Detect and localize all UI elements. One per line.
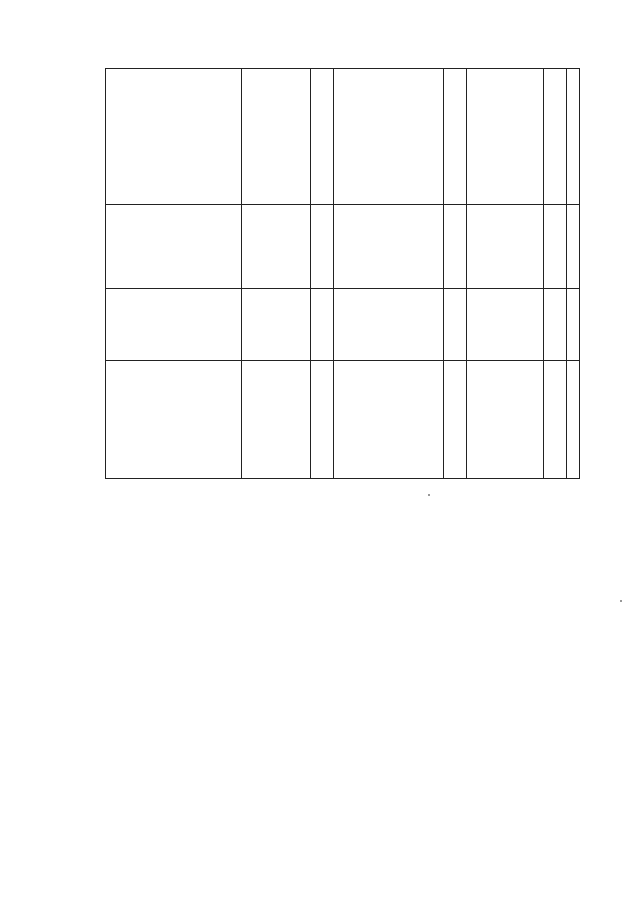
cell-executed: [333, 69, 443, 205]
cell-ministry-code: [467, 361, 544, 479]
budget-table: [105, 68, 580, 869]
cell-ministry-code: [242, 361, 310, 479]
cell-subsection: [333, 289, 443, 361]
scan-speck: [620, 600, 622, 602]
cell-ministry-code: [543, 361, 566, 479]
cell-subsection: [242, 289, 310, 361]
cell-subsection: [443, 289, 466, 361]
cell-ministry-code: [310, 361, 333, 479]
table-row: [106, 69, 242, 869]
cell-subsection: [543, 289, 566, 361]
scan-speck: [428, 494, 430, 496]
table-row: [467, 69, 544, 869]
table-row: [443, 69, 466, 869]
cell-expense-type: [443, 205, 466, 289]
header-cell-2: [567, 361, 580, 479]
cell-ministry-code: [106, 361, 242, 479]
cell-executed: [106, 69, 242, 205]
rotated-table-container: [105, 68, 580, 868]
header-row: [567, 69, 580, 869]
table-row: [310, 69, 333, 869]
header-cell-4: [567, 289, 580, 361]
cell-executed: [467, 69, 544, 205]
cell-executed: [543, 69, 566, 205]
cell-expense-type: [333, 205, 443, 289]
table-body: [106, 69, 580, 869]
table-row: [242, 69, 310, 869]
cell-expense-type: [106, 205, 242, 289]
cell-ministry-code: [443, 361, 466, 479]
header-cell-6: [567, 205, 580, 289]
table-row: [543, 69, 566, 869]
cell-executed: [242, 69, 310, 205]
cell-expense-type: [242, 205, 310, 289]
cell-expense-type: [467, 205, 544, 289]
cell-subsection: [106, 289, 242, 361]
cell-executed: [310, 69, 333, 205]
cell-subsection: [310, 289, 333, 361]
table-row: [333, 69, 443, 869]
cell-executed: [443, 69, 466, 205]
cell-ministry-code: [333, 361, 443, 479]
cell-expense-type: [310, 205, 333, 289]
cell-subsection: [467, 289, 544, 361]
cell-expense-type: [543, 205, 566, 289]
header-cell-8: [567, 69, 580, 205]
